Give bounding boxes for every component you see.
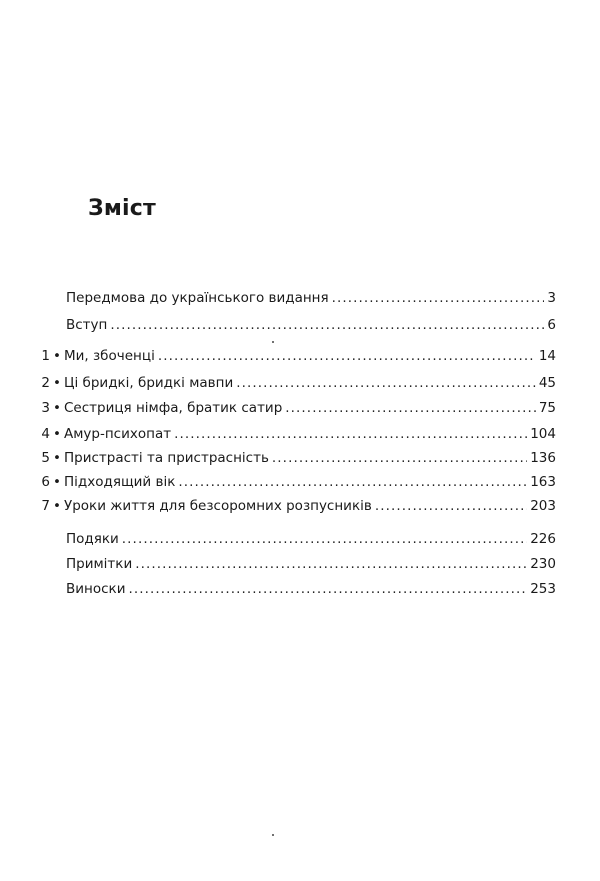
bullet: •: [53, 426, 61, 442]
dot-leader: [174, 424, 527, 444]
entry-page: 136: [530, 450, 556, 466]
chapter-number: 2: [41, 375, 50, 391]
entry-page: 230: [530, 556, 556, 572]
entry-label: Пристрасті та пристрасність: [64, 450, 269, 466]
chapter-number: 6: [41, 474, 50, 490]
dot-leader: [285, 398, 536, 418]
toc-entry-chapter-3[interactable]: [30, 398, 556, 418]
dot-leader: [158, 346, 536, 366]
dot-leader: [178, 472, 527, 492]
chapter-number: 4: [41, 426, 50, 442]
print-speck: [272, 834, 274, 836]
entry-label: Уроки життя для безсоромних розпусників: [64, 498, 372, 514]
entry-label: Виноски: [66, 581, 126, 597]
chapter-number: 3: [41, 400, 50, 416]
print-speck: [272, 341, 274, 343]
entry-page: 104: [530, 426, 556, 442]
entry-page: 45: [538, 375, 556, 391]
entry-page: 14: [538, 348, 556, 364]
bullet: •: [53, 375, 61, 391]
entry-label: Подяки: [66, 531, 119, 547]
toc-entry-footnotes[interactable]: [30, 579, 556, 599]
entry-label: Ми, збоченці: [64, 348, 155, 364]
entry-page: 163: [530, 474, 556, 490]
entry-page: 6: [547, 317, 556, 333]
toc-entry-chapter-2[interactable]: [30, 373, 556, 393]
toc-entry-preface[interactable]: [30, 288, 556, 308]
toc-entry-chapter-7[interactable]: [30, 496, 556, 516]
page-title: Зміст: [88, 196, 156, 221]
chapter-number: 1: [41, 348, 50, 364]
chapter-number: 5: [41, 450, 50, 466]
dot-leader: [332, 288, 545, 308]
toc-entry-notes[interactable]: [30, 554, 556, 574]
dot-leader: [135, 554, 527, 574]
entry-page: 75: [538, 400, 556, 416]
entry-page: 253: [530, 581, 556, 597]
dot-leader: [110, 315, 544, 335]
toc-entry-chapter-4[interactable]: [30, 424, 556, 444]
toc-entry-chapter-5[interactable]: [30, 448, 556, 468]
toc-entry-chapter-1[interactable]: [30, 346, 556, 366]
bullet: •: [53, 498, 61, 514]
entry-label: Амур-психопат: [64, 426, 172, 442]
bullet: •: [53, 450, 61, 466]
entry-label: Примітки: [66, 556, 133, 572]
entry-label: Ці бридкі, бридкі мавпи: [64, 375, 234, 391]
entry-page: 3: [547, 290, 556, 306]
dot-leader: [236, 373, 536, 393]
entry-page: 203: [530, 498, 556, 514]
dot-leader: [375, 496, 527, 516]
entry-label: Підходящий вік: [64, 474, 176, 490]
toc-entry-intro[interactable]: [30, 315, 556, 335]
toc-entry-chapter-6[interactable]: [30, 472, 556, 492]
bullet: •: [53, 400, 61, 416]
bullet: •: [53, 474, 61, 490]
entry-label: Сестриця німфа, братик сатир: [64, 400, 283, 416]
dot-leader: [122, 529, 527, 549]
entry-page: 226: [530, 531, 556, 547]
bullet: •: [53, 348, 61, 364]
chapter-number: 7: [41, 498, 50, 514]
entry-label: Передмова до українського видання: [66, 290, 329, 306]
dot-leader: [272, 448, 527, 468]
entry-label: Вступ: [66, 317, 108, 333]
toc-entry-acknowledgements[interactable]: [30, 529, 556, 549]
dot-leader: [128, 579, 527, 599]
